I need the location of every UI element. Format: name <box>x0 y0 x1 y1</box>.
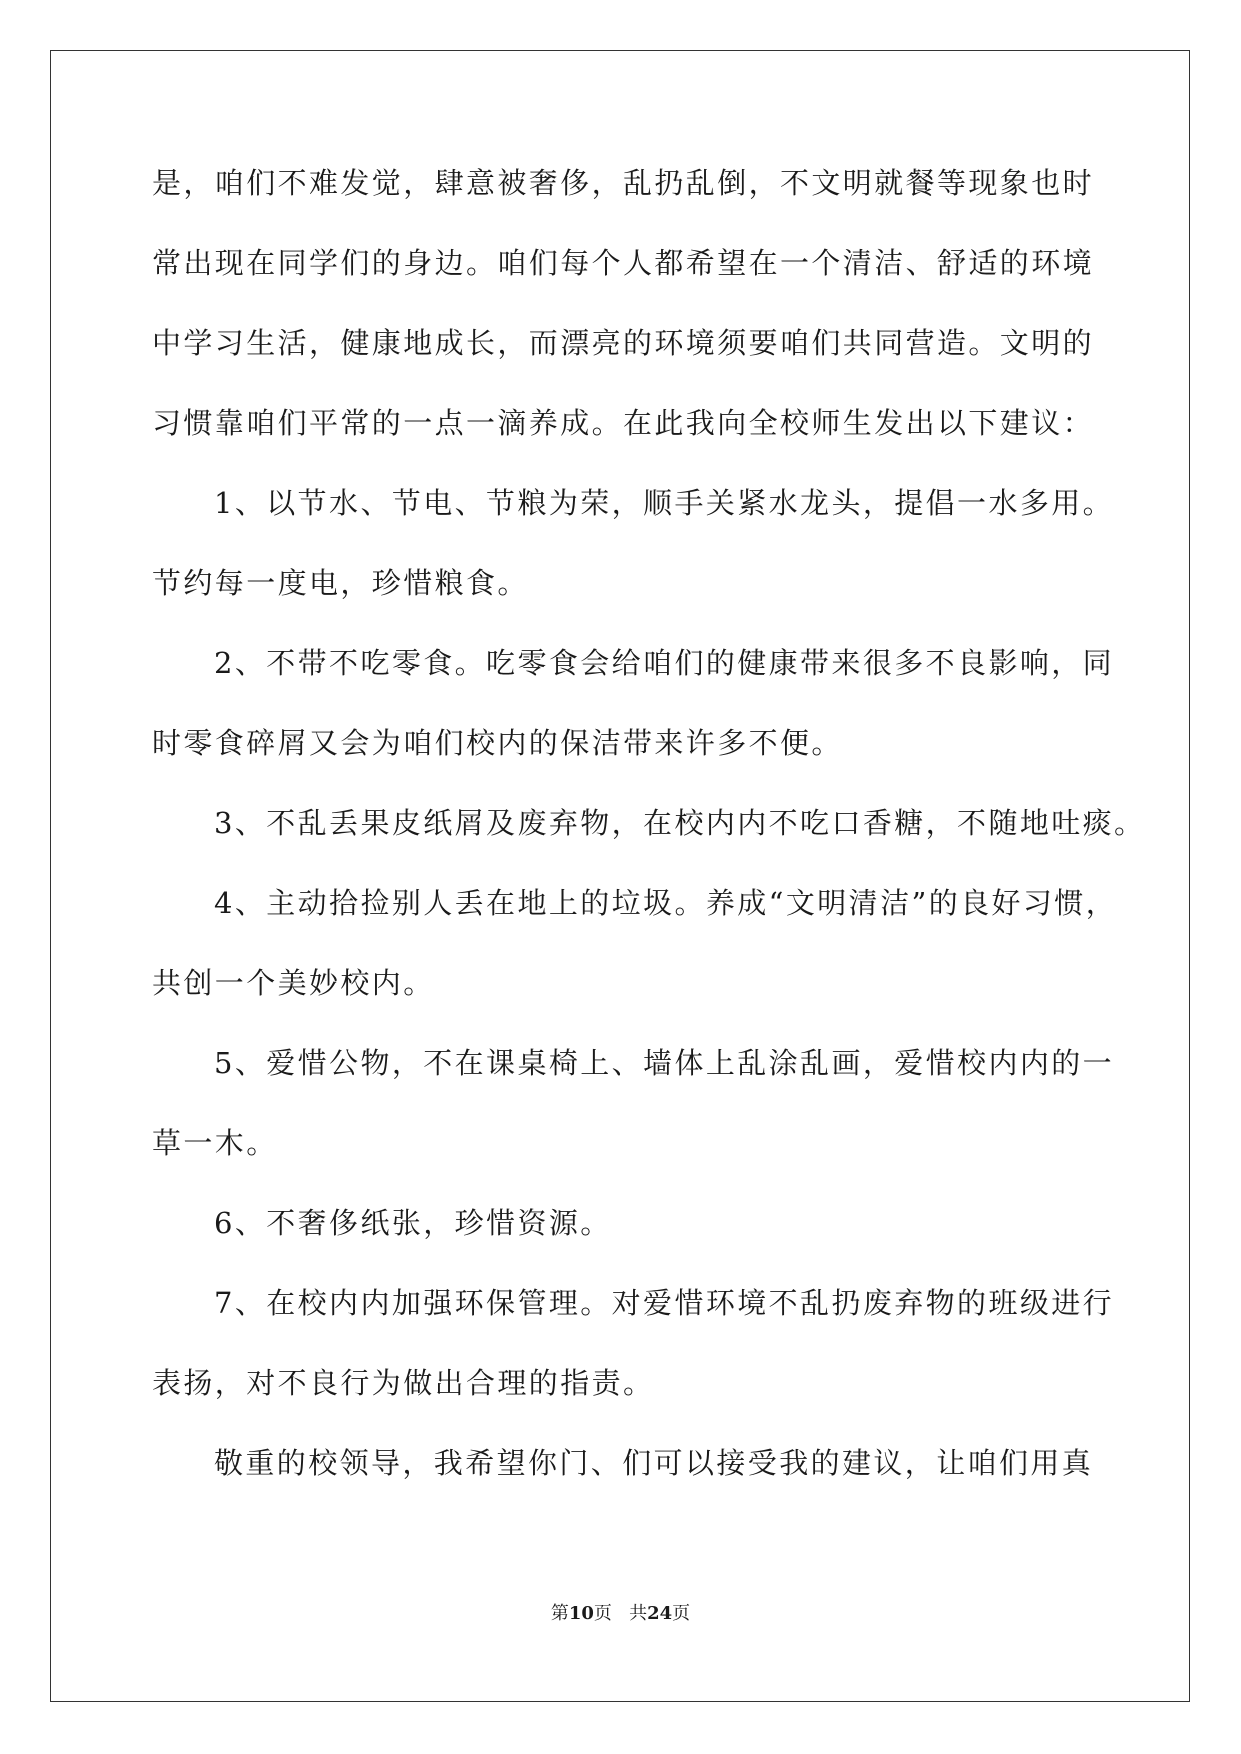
page-footer <box>0 1602 1241 1626</box>
text-line: 6、不奢侈纸张，珍惜资源。 <box>214 1206 612 1240</box>
text-line: 是，咱们不难发觉，肆意被奢侈，乱扔乱倒，不文明就餐等现象也时 <box>152 166 1095 200</box>
text-line: 2、不带不吃零食。吃零食会给咱们的健康带来很多不良影响，同 <box>214 646 1115 680</box>
text-line: 4、主动拾捡别人丢在地上的垃圾。养成“文明清洁”的良好习惯， <box>214 886 1118 920</box>
text-line: 1、以节水、节电、节粮为荣，顺手关紧水龙头，提倡一水多用。 <box>214 486 1115 520</box>
text-line: 5、爱惜公物，不在课桌椅上、墙体上乱涂乱画，爱惜校内内的一 <box>214 1046 1115 1080</box>
total-pages: 24 <box>647 1603 673 1624</box>
page-number: 10 <box>568 1603 594 1624</box>
text-line: 节约每一度电，珍惜粮食。 <box>152 566 529 600</box>
text-line: 共创一个美妙校内。 <box>152 966 435 1000</box>
text-line: 习惯靠咱们平常的一点一滴养成。在此我向全校师生发出以下建议： <box>152 406 1095 440</box>
footer-prefix: 第 <box>550 1603 569 1624</box>
text-line: 常出现在同学们的身边。咱们每个人都希望在一个清洁、舒适的环境 <box>152 246 1095 280</box>
text-line: 草一木。 <box>152 1126 278 1160</box>
footer-page-suffix: 页 <box>593 1603 612 1624</box>
footer-total-prefix: 共 <box>629 1603 648 1624</box>
footer-total-suffix: 页 <box>672 1603 691 1624</box>
text-line: 3、不乱丢果皮纸屑及废弃物，在校内内不吃口香糖，不随地吐痰。 <box>214 806 1146 840</box>
text-line: 敬重的校领导，我希望你门、们可以接受我的建议，让咱们用真 <box>214 1446 1094 1480</box>
text-line: 7、在校内内加强环保管理。对爱惜环境不乱扔废弃物的班级进行 <box>214 1286 1115 1320</box>
text-line: 时零食碎屑又会为咱们校内的保洁带来许多不便。 <box>152 726 843 760</box>
text-line: 中学习生活，健康地成长，而漂亮的环境须要咱们共同营造。文明的 <box>152 326 1095 360</box>
text-line: 表扬，对不良行为做出合理的指责。 <box>152 1366 655 1400</box>
